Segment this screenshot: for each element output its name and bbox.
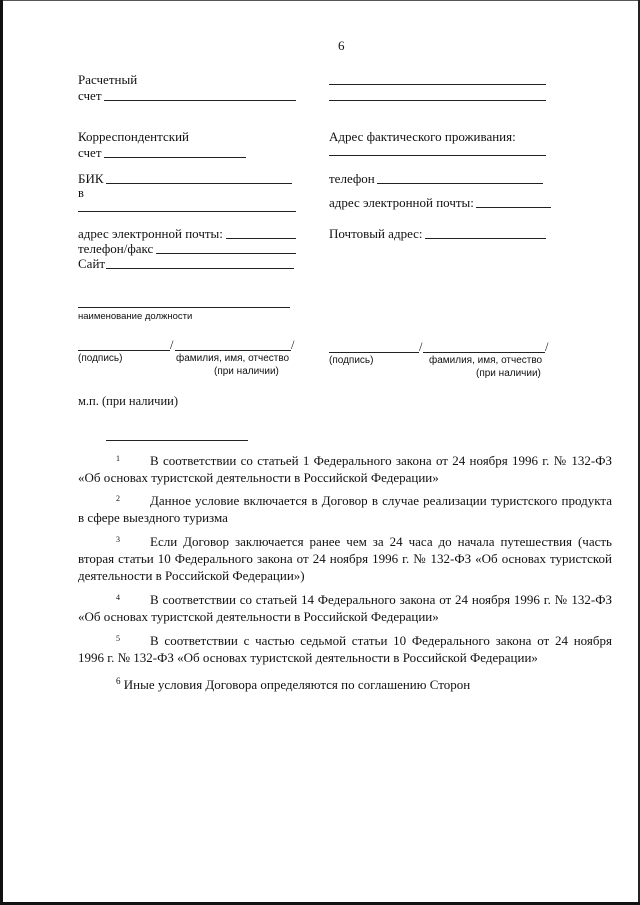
left-slash-1: / [170, 338, 174, 352]
postal-address-field[interactable] [425, 238, 546, 239]
footnote-mark: 1 [116, 454, 120, 463]
left-fio-field[interactable] [175, 350, 291, 351]
right-slash-1: / [419, 340, 423, 354]
bik-field[interactable] [106, 183, 292, 184]
actual-address-field[interactable] [329, 155, 546, 156]
phone-label: телефон [329, 171, 375, 186]
page-number: 6 [338, 38, 345, 53]
footnote-1 [78, 452, 612, 486]
footnote-text-line2: «Об основах туристской деятельности в Российской Федерации» [78, 470, 439, 485]
footnote-separator [106, 440, 248, 441]
phone-fax-label: телефон/факс [78, 241, 154, 256]
corr-account-label: Корреспондентский [78, 129, 189, 144]
footnote-5 [78, 632, 612, 666]
footnote-text: Иные условия Договора определяются по соглашению Сторон [123, 677, 471, 692]
right-email-field[interactable] [476, 207, 551, 208]
right-fio-field[interactable] [423, 352, 545, 353]
left-slash-2: / [291, 338, 295, 352]
position-caption: наименование должности [78, 311, 193, 322]
left-signature-caption: (подпись) [78, 353, 123, 364]
right-signature-field[interactable] [329, 352, 419, 353]
page-edge-left [0, 0, 3, 905]
right-slash-2: / [545, 340, 549, 354]
position-field[interactable] [78, 307, 290, 308]
left-fio-note: (при наличии) [214, 366, 279, 377]
footnote-text-line3: деятельности в Российской Федерации») [78, 568, 305, 583]
account-label: Расчетный [78, 72, 138, 87]
right-fio-caption: фамилия, имя, отчество [429, 355, 543, 366]
footnote-text: Если Договор заключается ранее чем за 24 часа до начала путешествия (часть [150, 534, 612, 549]
site-label: Сайт [78, 256, 106, 271]
right-field-1[interactable] [329, 84, 546, 85]
footnote-text: В соответствии со статьей 14 Федерального закона от 24 ноября 1996 г. № 132-ФЗ [150, 592, 612, 607]
footnote-4 [78, 591, 612, 625]
left-email-field[interactable] [226, 238, 296, 239]
footnote-2 [78, 492, 612, 526]
phone-field[interactable] [377, 183, 543, 184]
page-edge-top [0, 0, 640, 1]
postal-address-label: Почтовый адрес: [329, 226, 423, 241]
actual-address-label: Адрес фактического проживания: [329, 129, 516, 144]
site-field[interactable] [106, 268, 294, 269]
footnote-mark: 4 [116, 593, 120, 602]
footnote-3 [78, 533, 612, 584]
account-field[interactable] [104, 100, 296, 101]
bank-name-field[interactable] [78, 211, 296, 212]
footnote-text-line2: в сфере выездного туризма [78, 510, 228, 525]
footnote-text-line2: 1996 г. № 132-ФЗ «Об основах туристской деятельности в Российской Федерации» [78, 650, 538, 665]
footnote-6 [78, 676, 612, 693]
right-field-2[interactable] [329, 100, 546, 101]
footnote-mark: 2 [116, 494, 120, 503]
left-email-label: адрес электронной почты: [78, 226, 223, 241]
footnote-text: Данное условие включается в Договор в случае реализации туристского продукта [150, 493, 612, 508]
left-signature-field[interactable] [78, 350, 170, 351]
account-label-line2: счет [78, 88, 102, 103]
footnote-mark: 6 [116, 676, 121, 686]
left-fio-caption: фамилия, имя, отчество [176, 353, 290, 364]
footnote-text: В соответствии с частью седьмой статьи 10 Федерального закона от 24 ноября [150, 633, 612, 648]
bik-label: БИК [78, 171, 104, 186]
footnote-text-line2: вторая статьи 10 Федерального закона от 24 ноября 1996 г. № 132-ФЗ «Об основах туристской [78, 551, 612, 566]
bank-in-label: в [78, 186, 84, 200]
footnote-mark: 3 [116, 535, 120, 544]
stamp-label: м.п. (при наличии) [78, 394, 178, 408]
footnote-text-line2: «Об основах туристской деятельности в Российской Федерации» [78, 609, 439, 624]
right-fio-note: (при наличии) [476, 368, 541, 379]
corr-account-label-line2: счет [78, 145, 102, 160]
corr-account-field[interactable] [104, 157, 246, 158]
right-signature-caption: (подпись) [329, 355, 374, 366]
footnote-mark: 5 [116, 634, 120, 643]
right-email-label: адрес электронной почты: [329, 195, 474, 210]
footnote-text: В соответствии со статьей 1 Федерального закона от 24 ноября 1996 г. № 132-ФЗ [150, 453, 612, 468]
phone-fax-field[interactable] [156, 253, 296, 254]
